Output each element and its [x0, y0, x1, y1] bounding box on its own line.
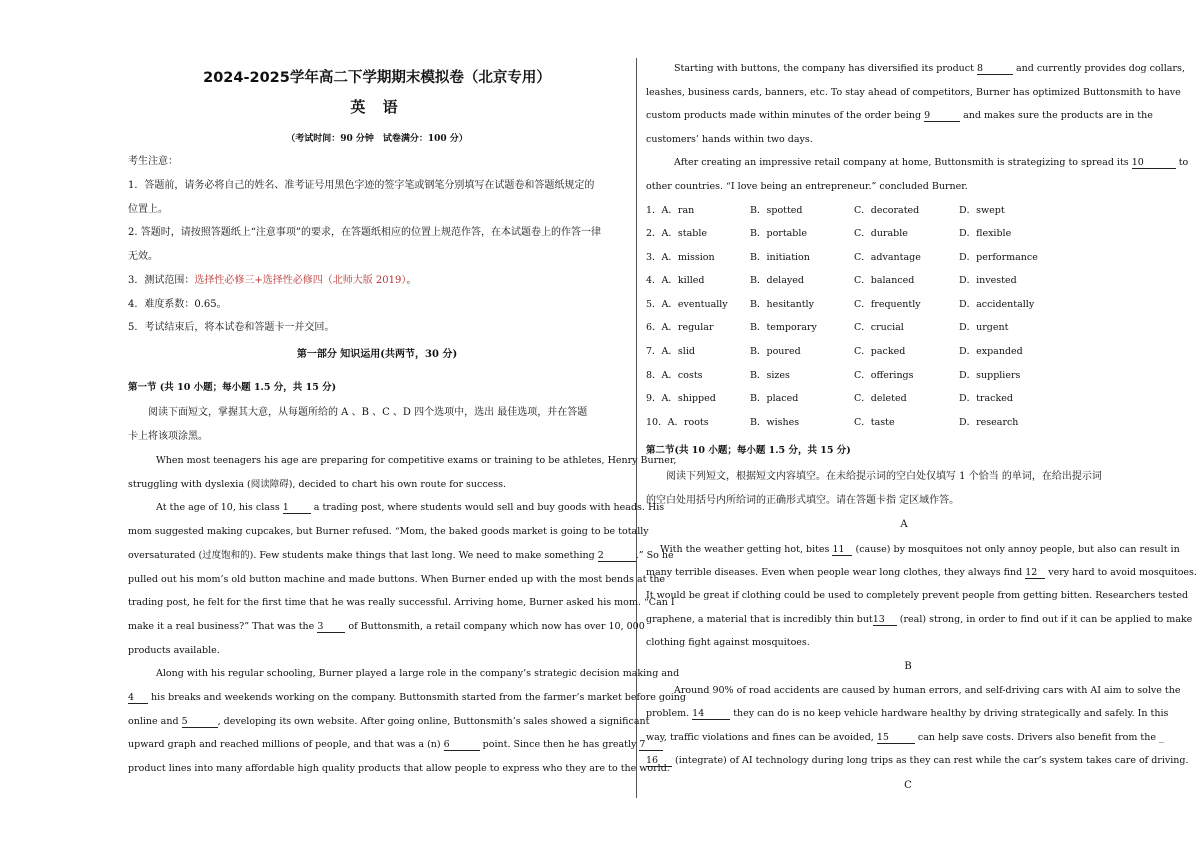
option-a[interactable]: 6．A．regular — [646, 322, 714, 333]
passage1-line: leashes, business cards, banners, etc. To stay ahead of competitors, Burner has optimized Buttonsmith to have — [646, 87, 1181, 98]
blank-3: 3 — [317, 622, 345, 633]
note-3-suffix: 。 — [406, 275, 417, 286]
note-2-line-1: 2. 答题时，请按照答题纸上“注意事项”的要求，在答题纸相应的位置上规范作答，在本试题卷上的作答一律 — [128, 227, 601, 238]
notes-heading: 考生注意： — [128, 156, 178, 167]
option-b[interactable]: B．placed — [750, 393, 799, 404]
option-a[interactable]: 4．A．killed — [646, 275, 705, 286]
option-row — [646, 206, 1142, 218]
blank-13: 13 — [873, 615, 897, 626]
blank-6: 6 — [444, 740, 480, 751]
column-divider — [636, 58, 637, 798]
text-span: and makes sure the products are in the — [963, 110, 1153, 121]
passage1-line — [128, 692, 686, 704]
option-d[interactable]: D．swept — [959, 205, 1005, 216]
option-a[interactable]: 10．A．roots — [646, 417, 709, 428]
subject-title: 英 语 — [350, 98, 404, 116]
option-row — [646, 394, 1142, 406]
option-b[interactable]: B．spotted — [750, 205, 803, 216]
text-span: his breaks and weekends working on the company. Buttonsmith started from the farmer’s market before going — [151, 692, 686, 703]
option-d[interactable]: D．flexible — [959, 228, 1012, 239]
option-c[interactable]: C．deleted — [854, 393, 907, 404]
text-span: many terrible diseases. Even when people wear long clothes, they always find — [646, 567, 1023, 578]
blank-10: 10 — [1132, 158, 1176, 169]
passage1-line — [646, 157, 1189, 169]
note-3-prefix: 3．测试范围： — [128, 275, 195, 286]
text-span: After creating an impressive retail company at home, Buttonsmith is strategizing to spread its — [674, 157, 1129, 168]
option-row — [646, 323, 1142, 335]
passage-b-line — [646, 732, 1164, 744]
option-c[interactable]: C．balanced — [854, 275, 915, 286]
text-span: graphene, a material that is incredibly thin but — [646, 614, 873, 625]
option-c[interactable]: C．durable — [854, 228, 908, 239]
text-span: oversaturated (过度饱和的). Few students make things that last long. We need to make something — [128, 550, 595, 561]
option-a[interactable]: 3．A．mission — [646, 252, 715, 263]
passage1-line — [128, 716, 650, 728]
blank-14: 14 — [692, 709, 730, 720]
section2-instruction-2: 的空白处用括号内所给词的正确形式填空。请在答题卡指 定区域作答。 — [646, 495, 960, 506]
passage1-line: trading post, he felt for the first time that he was really successful. Arriving home, Burner asked his mom. “Can I — [128, 597, 675, 608]
passage1-line — [646, 110, 1153, 122]
text-span: .” So he — [635, 550, 674, 561]
section1-heading: 第一节 (共 10 小题；每小题 1.5 分，共 15 分) — [128, 382, 337, 393]
text-span: (integrate) of AI technology during long trips as they can rest while the car’s system takes care of driving. — [675, 755, 1189, 766]
option-d[interactable]: D．tracked — [959, 393, 1013, 404]
blank-11: 11 — [832, 545, 852, 556]
note-1-line-2: 位置上。 — [128, 204, 168, 215]
note-4: 4．难度系数：0.65。 — [128, 299, 227, 310]
section1-instruction-2: 卡上将该项涂黑。 — [128, 431, 208, 442]
passage1-line: pulled out his mom’s old button machine and made buttons. When Burner ended up with the most bends at the — [128, 574, 666, 585]
blank-15: 15 — [877, 733, 915, 744]
option-a[interactable]: 8．A．costs — [646, 370, 703, 381]
option-a[interactable]: 2．A．stable — [646, 228, 708, 239]
passage-c-label: C — [904, 780, 912, 791]
blank-16: 16 — [646, 756, 672, 767]
option-row — [646, 276, 1142, 288]
section2-heading: 第二节(共 10 小题；每小题 1.5 分，共 15 分) — [646, 445, 851, 456]
text-span: problem. — [646, 708, 690, 719]
passage-a-line: It would be great if clothing could be used to completely prevent people from getting bitten. Researchers tested — [646, 590, 1189, 601]
text-span: very hard to avoid mosquitoes. — [1048, 567, 1197, 578]
passage1-line: Along with his regular schooling, Burner played a large role in the company’s strategic decision making and — [156, 668, 680, 679]
option-b[interactable]: B．sizes — [750, 370, 790, 381]
part1-heading: 第一部分 知识运用(共两节，30 分) — [296, 349, 458, 360]
option-d[interactable]: D．accidentally — [959, 299, 1035, 310]
option-d[interactable]: D．urgent — [959, 322, 1009, 333]
passage1-line — [128, 550, 674, 562]
text-span: way, traffic violations and fines can be avoided, — [646, 732, 874, 743]
passage-a-label: A — [900, 519, 908, 530]
passage1-line: product lines into many affordable high quality products that allow people to express who they are to the world. — [128, 763, 670, 774]
exam-title: 2024-2025学年高二下学期期末模拟卷（北京专用） — [203, 70, 551, 86]
passage-b-line — [646, 755, 1189, 767]
option-row — [646, 253, 1142, 265]
passage1-line: struggling with dyslexia (阅读障碍), decided to chart his own route for success. — [128, 479, 507, 490]
blank-1: 1 — [283, 503, 311, 514]
option-c[interactable]: C．crucial — [854, 322, 904, 333]
test-scope: 选择性必修三+选择性必修四（北师大版 2019） — [194, 275, 407, 286]
text-span: can help save costs. Drivers also benefit from the _ — [917, 732, 1164, 743]
option-a[interactable]: 5．A．eventually — [646, 299, 728, 310]
option-b[interactable]: B．portable — [750, 228, 808, 239]
passage-b-line: Around 90% of road accidents are caused by human errors, and self-driving cars with AI aim to solve the — [674, 685, 1181, 696]
option-d[interactable]: D．suppliers — [959, 370, 1021, 381]
blank-7: 7 — [639, 740, 663, 751]
option-a[interactable]: 9．A．shipped — [646, 393, 716, 404]
option-c[interactable]: C．offerings — [854, 370, 914, 381]
blank-12: 12 — [1025, 568, 1045, 579]
option-c[interactable]: C．packed — [854, 346, 906, 357]
passage1-line: mom suggested making cupcakes, but Burner refused. “Mom, the baked goods market is going to be totally — [128, 526, 649, 537]
passage-a-line: clothing fight against mosquitoes. — [646, 637, 810, 648]
text-span: At the age of 10, his class — [156, 502, 280, 513]
blank-5: 5 — [182, 717, 218, 728]
text-span: to — [1178, 157, 1189, 168]
option-b[interactable]: B．hesitantly — [750, 299, 814, 310]
text-span: of Buttonsmith, a retail company which now has over 10, 000 — [348, 621, 645, 632]
text-span: and currently provides dog collars, — [1016, 63, 1185, 74]
passage-a-line — [646, 614, 1193, 626]
text-span: point. Since then he has greatly — [482, 739, 637, 750]
section1-instruction-1: 阅读下面短文，掌握其大意，从每题所给的 A 、B 、C 、D 四个选项中，选出 最佳选项，并在答题 — [148, 407, 588, 418]
option-c[interactable]: C．advantage — [854, 252, 921, 263]
blank-8: 8 — [977, 64, 1013, 75]
option-c[interactable]: C．taste — [854, 417, 895, 428]
passage1-line — [128, 621, 645, 633]
text-span: they can do is no keep vehicle hardware healthy by driving strategically and safely. In this — [733, 708, 1169, 719]
passage1-line — [128, 739, 646, 751]
text-span: a trading post, where students would sell and buy goods with heads. His — [313, 502, 665, 513]
text-span: (cause) by mosquitoes not only annoy people, but also can result in — [855, 544, 1180, 555]
option-b[interactable]: B．poured — [750, 346, 801, 357]
option-row — [646, 418, 1142, 430]
option-row — [646, 229, 1142, 241]
passage1-line — [646, 63, 1185, 75]
note-5: 5．考试结束后，将本试卷和答题卡一并交回。 — [128, 322, 335, 333]
passage1-line: other countries. “I love being an entrepreneur.” concluded Burner. — [646, 181, 968, 192]
passage-a-line — [646, 567, 1197, 579]
text-span: online and — [128, 716, 179, 727]
option-d[interactable]: D．expanded — [959, 346, 1023, 357]
text-span: Starting with buttons, the company has diversified its product — [674, 63, 974, 74]
option-d[interactable]: D．performance — [959, 252, 1038, 263]
passage-b-label: B — [904, 661, 912, 672]
passage1-line: When most teenagers his age are preparing for competitive exams or training to be athletes, Henry Burner, — [156, 455, 677, 466]
option-d[interactable]: D．invested — [959, 275, 1017, 286]
note-1-line-1: 1．答题前，请务必将自己的姓名、准考证号用黑色字迹的签字笔或钢笔分别填写在试题卷和答题纸规定的 — [128, 180, 595, 191]
passage1-line — [128, 502, 665, 514]
exam-info: （考试时间：90 分钟 试卷满分：100 分） — [286, 134, 468, 144]
option-row — [646, 371, 1142, 383]
text-span: make it a real business?” That was the — [128, 621, 315, 632]
text-span: , developing its own website. After going online, Buttonsmith’s sales showed a significant — [217, 716, 650, 727]
passage1-line: customers’ hands within two days. — [646, 134, 813, 145]
option-row — [646, 347, 1142, 359]
note-3 — [128, 276, 626, 286]
option-b[interactable]: B．wishes — [750, 417, 800, 428]
option-b[interactable]: B．delayed — [750, 275, 804, 286]
option-c[interactable]: C．decorated — [854, 205, 920, 216]
text-span: upward graph and reached millions of people, and that was a (n) — [128, 739, 441, 750]
blank-2: 2 — [598, 551, 636, 562]
note-2-line-2: 无效。 — [128, 251, 158, 262]
option-b[interactable]: B．initiation — [750, 252, 810, 263]
option-a[interactable]: 1．A．ran — [646, 205, 695, 216]
text-span: With the weather getting hot, bites — [660, 544, 830, 555]
section2-instruction-1: 阅读下列短文，根据短文内容填空。在未给提示词的空白处仅填写 1 个恰当 的单词，在给出提示词 — [666, 471, 1102, 482]
passage-a-line — [646, 544, 1180, 556]
blank-9: 9 — [924, 111, 960, 122]
passage1-line: products available. — [128, 645, 220, 656]
option-a[interactable]: 7．A．slid — [646, 346, 695, 357]
option-row — [646, 300, 1142, 312]
passage-b-line — [646, 708, 1169, 720]
option-b[interactable]: B．temporary — [750, 322, 817, 333]
text-span: (real) strong, in order to find out if it can be applied to make — [899, 614, 1193, 625]
option-c[interactable]: C．frequently — [854, 299, 921, 310]
blank-4: 4 — [128, 693, 148, 704]
option-d[interactable]: D．research — [959, 417, 1019, 428]
text-span: custom products made within minutes of the order being — [646, 110, 922, 121]
